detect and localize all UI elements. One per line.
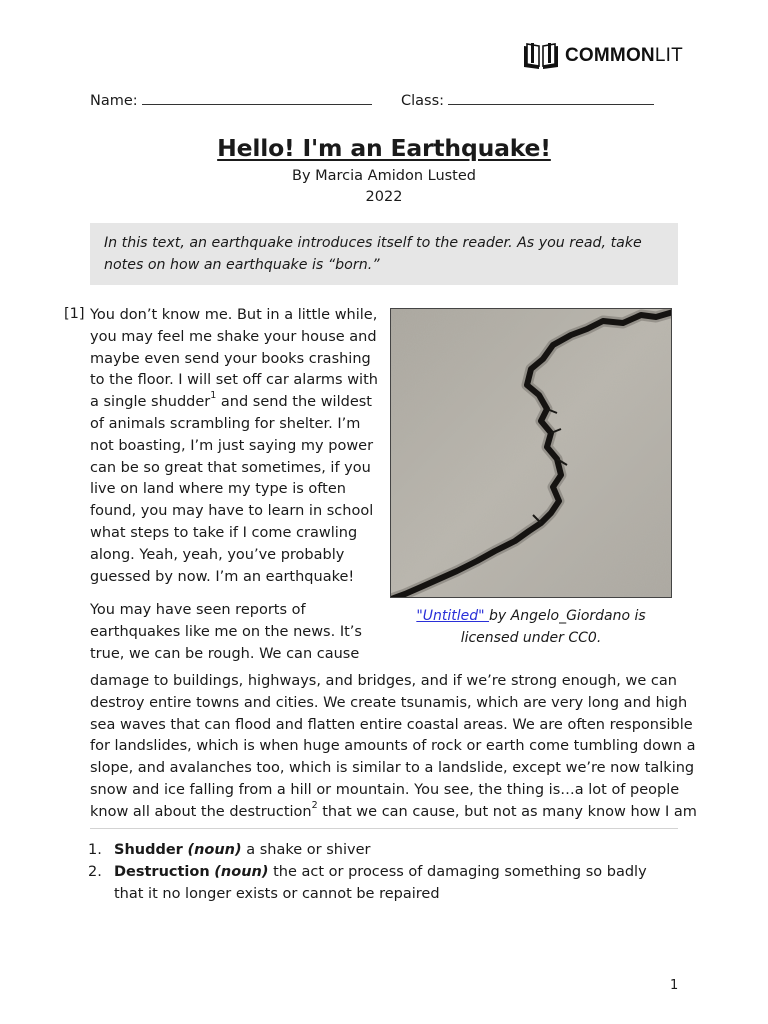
name-blank[interactable] (142, 90, 372, 105)
cracked-asphalt-photo (390, 308, 672, 598)
footnote-item: 2. Destruction (noun) the act or process of damaging something so badly that it no longer exists or cannot be repaired (88, 863, 647, 902)
name-field[interactable] (90, 90, 372, 109)
crack-image (391, 309, 672, 598)
intro-box: In this text, an earthquake introduces itself to the reader. As you read, take notes on how an earthquake is “born.” (90, 223, 678, 285)
footnote-divider (90, 828, 678, 829)
footnote-term: Shudder (114, 842, 183, 858)
name-label: Name: (90, 93, 138, 109)
article-author: By Marcia Amidon Lusted (292, 168, 476, 184)
text-line: for landslides, which is when huge amounts of rock or earth come tumbling down a (90, 738, 696, 755)
footnote-item: 1. Shudder (noun) a shake or shiver (88, 842, 371, 858)
page-number: 1 (670, 978, 679, 993)
brand-name: COMMONLIT (565, 45, 683, 66)
text-line: know all about the destruction$^2$ that we can cause, but not as many know how I am (90, 799, 697, 820)
narrow-column-text (90, 305, 380, 666)
commonlit-logo (522, 42, 683, 70)
image-source-link[interactable]: "Untitled" (416, 608, 490, 624)
article-year: 2022 (365, 189, 403, 205)
paragraph-2-start: You may have seen reports of earthquakes like me on the news. It’s true, we can be rough. We can cause (90, 602, 362, 662)
footnotes-list (88, 840, 678, 905)
class-blank[interactable] (448, 90, 654, 105)
paragraph-number: [1] (64, 306, 85, 322)
paragraph-1: You don’t know me. But in a little while, you may feel me shake your house and maybe even send your books crashing to the floor. I will set off car alarms with a single shudder$^1$ and send the wildest of animals scrambling for shelter. I’m not boasting, I’m just saying my power can be so great that sometimes, if you live on land where my type is often found, you may have to learn in school what steps to take if I come crawling along. Yeah, yeah, you’ve probably guessed by now. I’m an earthquake! (90, 307, 378, 585)
footnote-ref-1[interactable]: 1 (210, 390, 217, 402)
text-line: destroy entire towns and cities. We create tsunamis, which are very long and high (90, 694, 688, 711)
full-width-text (90, 671, 697, 824)
footnote-ref-2[interactable]: 2 (311, 799, 318, 811)
image-caption: "Untitled" by Angelo_Giordano is licensed under CC0. (416, 608, 646, 646)
class-field[interactable] (401, 90, 654, 109)
class-label: Class: (401, 93, 445, 109)
text-line: damage to buildings, highways, and bridges, and if we’re strong enough, we can (90, 673, 677, 689)
open-book-icon (522, 42, 560, 70)
text-line: slope, and avalanches too, which is similar to a landslide, except we’re now talking (90, 760, 695, 777)
footnote-term: Destruction (114, 863, 210, 880)
text-line: snow and ice falling from a hill or mountain. You see, the thing is…a lot of people (90, 781, 680, 798)
text-line: sea waves that can flood and flatten entire coastal areas. We are often responsible (90, 716, 693, 733)
article-title: Hello! I'm an Earthquake! (217, 134, 551, 162)
